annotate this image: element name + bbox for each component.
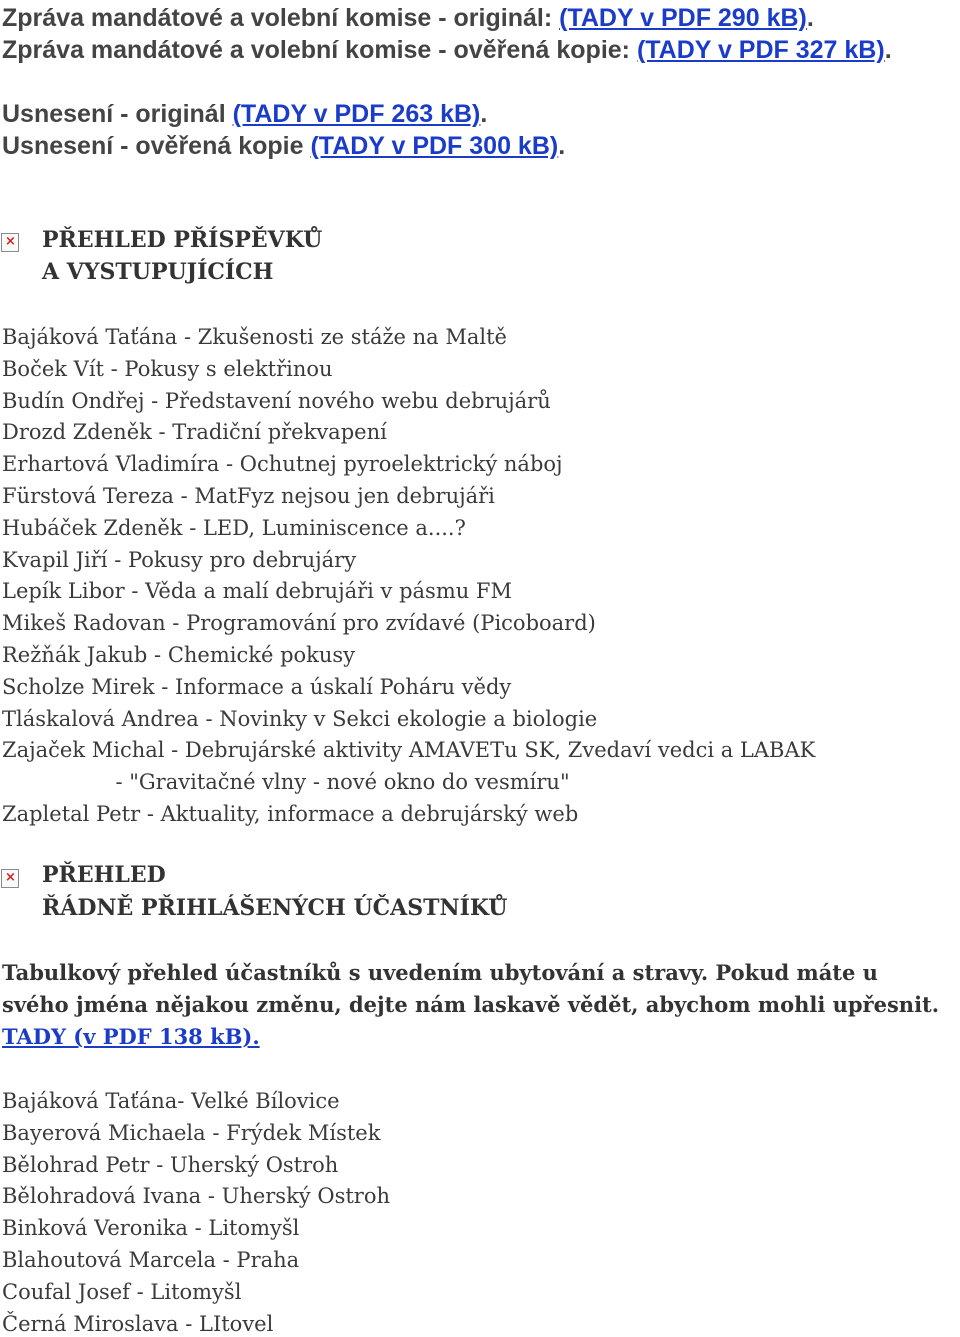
doc-period: .	[806, 4, 814, 32]
doc-period: .	[884, 36, 892, 64]
doc-line-2	[2, 36, 892, 65]
contribution-item: Fürstová Tereza - MatFyz nejsou jen debrujáři	[2, 484, 495, 508]
contribution-item: Režňák Jakub - Chemické pokusy	[2, 643, 356, 667]
pdf-link[interactable]: (TADY v PDF 290 kB)	[559, 4, 807, 32]
broken-image-icon: ×	[1, 233, 19, 252]
contribution-item: Erhartová Vladimíra - Ochutnej pyroelektrický náboj	[2, 452, 563, 477]
participants-note-line-1: Tabulkový přehled účastníků s uvedením ubytování a stravy. Pokud máte u	[2, 960, 878, 985]
participant-item: Černá Miroslava - LItovel	[2, 1311, 274, 1336]
doc-label: Zpráva mandátové a volební komise - ověřená kopie:	[2, 36, 637, 64]
participant-item: Blahoutová Marcela - Praha	[2, 1248, 300, 1272]
participants-pdf-link[interactable]: TADY (v PDF 138 kB).	[2, 1024, 260, 1049]
contribution-item: Budín Ondřej - Představení nového webu debrujárů	[2, 388, 551, 413]
participant-item: Bayerová Michaela - Frýdek Místek	[2, 1120, 381, 1145]
contribution-item: Hubáček Zdeněk - LED, Luminiscence a....?	[2, 515, 466, 540]
contribution-item: Zapletal Petr - Aktuality, informace a debrujárský web	[2, 802, 579, 826]
doc-line-4	[2, 132, 565, 161]
contributions-heading-line-1: PŘEHLED PŘÍSPĚVKŮ	[42, 227, 323, 253]
participant-item: Binková Veronika - Litomyšl	[2, 1216, 300, 1241]
participant-item: Bělohrad Petr - Uherský Ostroh	[2, 1152, 339, 1177]
doc-line-1	[2, 4, 814, 33]
doc-label: Usnesení - ověřená kopie	[2, 132, 311, 160]
doc-line-3	[2, 100, 487, 129]
contribution-item: Lepík Libor - Věda a malí debrujáři v pásmu FM	[2, 579, 513, 604]
contribution-item: Drozd Zdeněk - Tradiční překvapení	[2, 420, 387, 445]
contribution-item: - "Gravitačné vlny - nové okno do vesmíru"	[2, 770, 570, 795]
doc-period: .	[480, 100, 488, 128]
contribution-item: Mikeš Radovan - Programování pro zvídavé (Picoboard)	[2, 611, 596, 636]
participant-item: Bajáková Taťána- Velké Bílovice	[2, 1089, 340, 1113]
pdf-link[interactable]: (TADY v PDF 263 kB)	[232, 100, 481, 128]
doc-period: .	[558, 132, 566, 160]
broken-image-icon: ×	[1, 869, 19, 888]
participants-heading-line-2: ŘÁDNĚ PŘIHLÁŠENÝCH ÚČASTNÍKŮ	[42, 895, 508, 921]
contribution-item: Tláskalová Andrea - Novinky v Sekci ekologie a biologie	[2, 706, 598, 731]
participants-heading-line-1: PŘEHLED	[42, 862, 166, 888]
doc-label: Zpráva mandátové a volební komise - originál:	[2, 4, 560, 32]
pdf-link[interactable]: (TADY v PDF 327 kB)	[636, 36, 885, 64]
participants-note-link-line	[2, 1024, 260, 1049]
pdf-link[interactable]: (TADY v PDF 300 kB)	[310, 132, 559, 160]
contribution-item: Boček Vít - Pokusy s elektřinou	[2, 356, 333, 381]
contribution-item: Kvapil Jiří - Pokusy pro debrujáry	[2, 547, 357, 572]
contributions-heading-line-2: A VYSTUPUJÍCÍCH	[42, 259, 274, 285]
participant-item: Bělohradová Ivana - Uherský Ostroh	[2, 1184, 390, 1209]
participants-note-line-2: svého jména nějakou změnu, dejte nám laskavě vědět, abychom mohli upřesnit.	[2, 992, 940, 1017]
participant-item: Coufal Josef - Litomyšl	[2, 1279, 242, 1304]
contribution-item: Scholze Mirek - Informace a úskalí Poháru vědy	[2, 674, 512, 699]
contribution-item: Zajaček Michal - Debrujárské aktivity AMAVETu SK, Zvedaví vedci a LABAK	[2, 738, 816, 763]
doc-label: Usnesení - originál	[2, 100, 233, 128]
contribution-item: Bajáková Taťána - Zkušenosti ze stáže na Maltě	[2, 325, 507, 349]
